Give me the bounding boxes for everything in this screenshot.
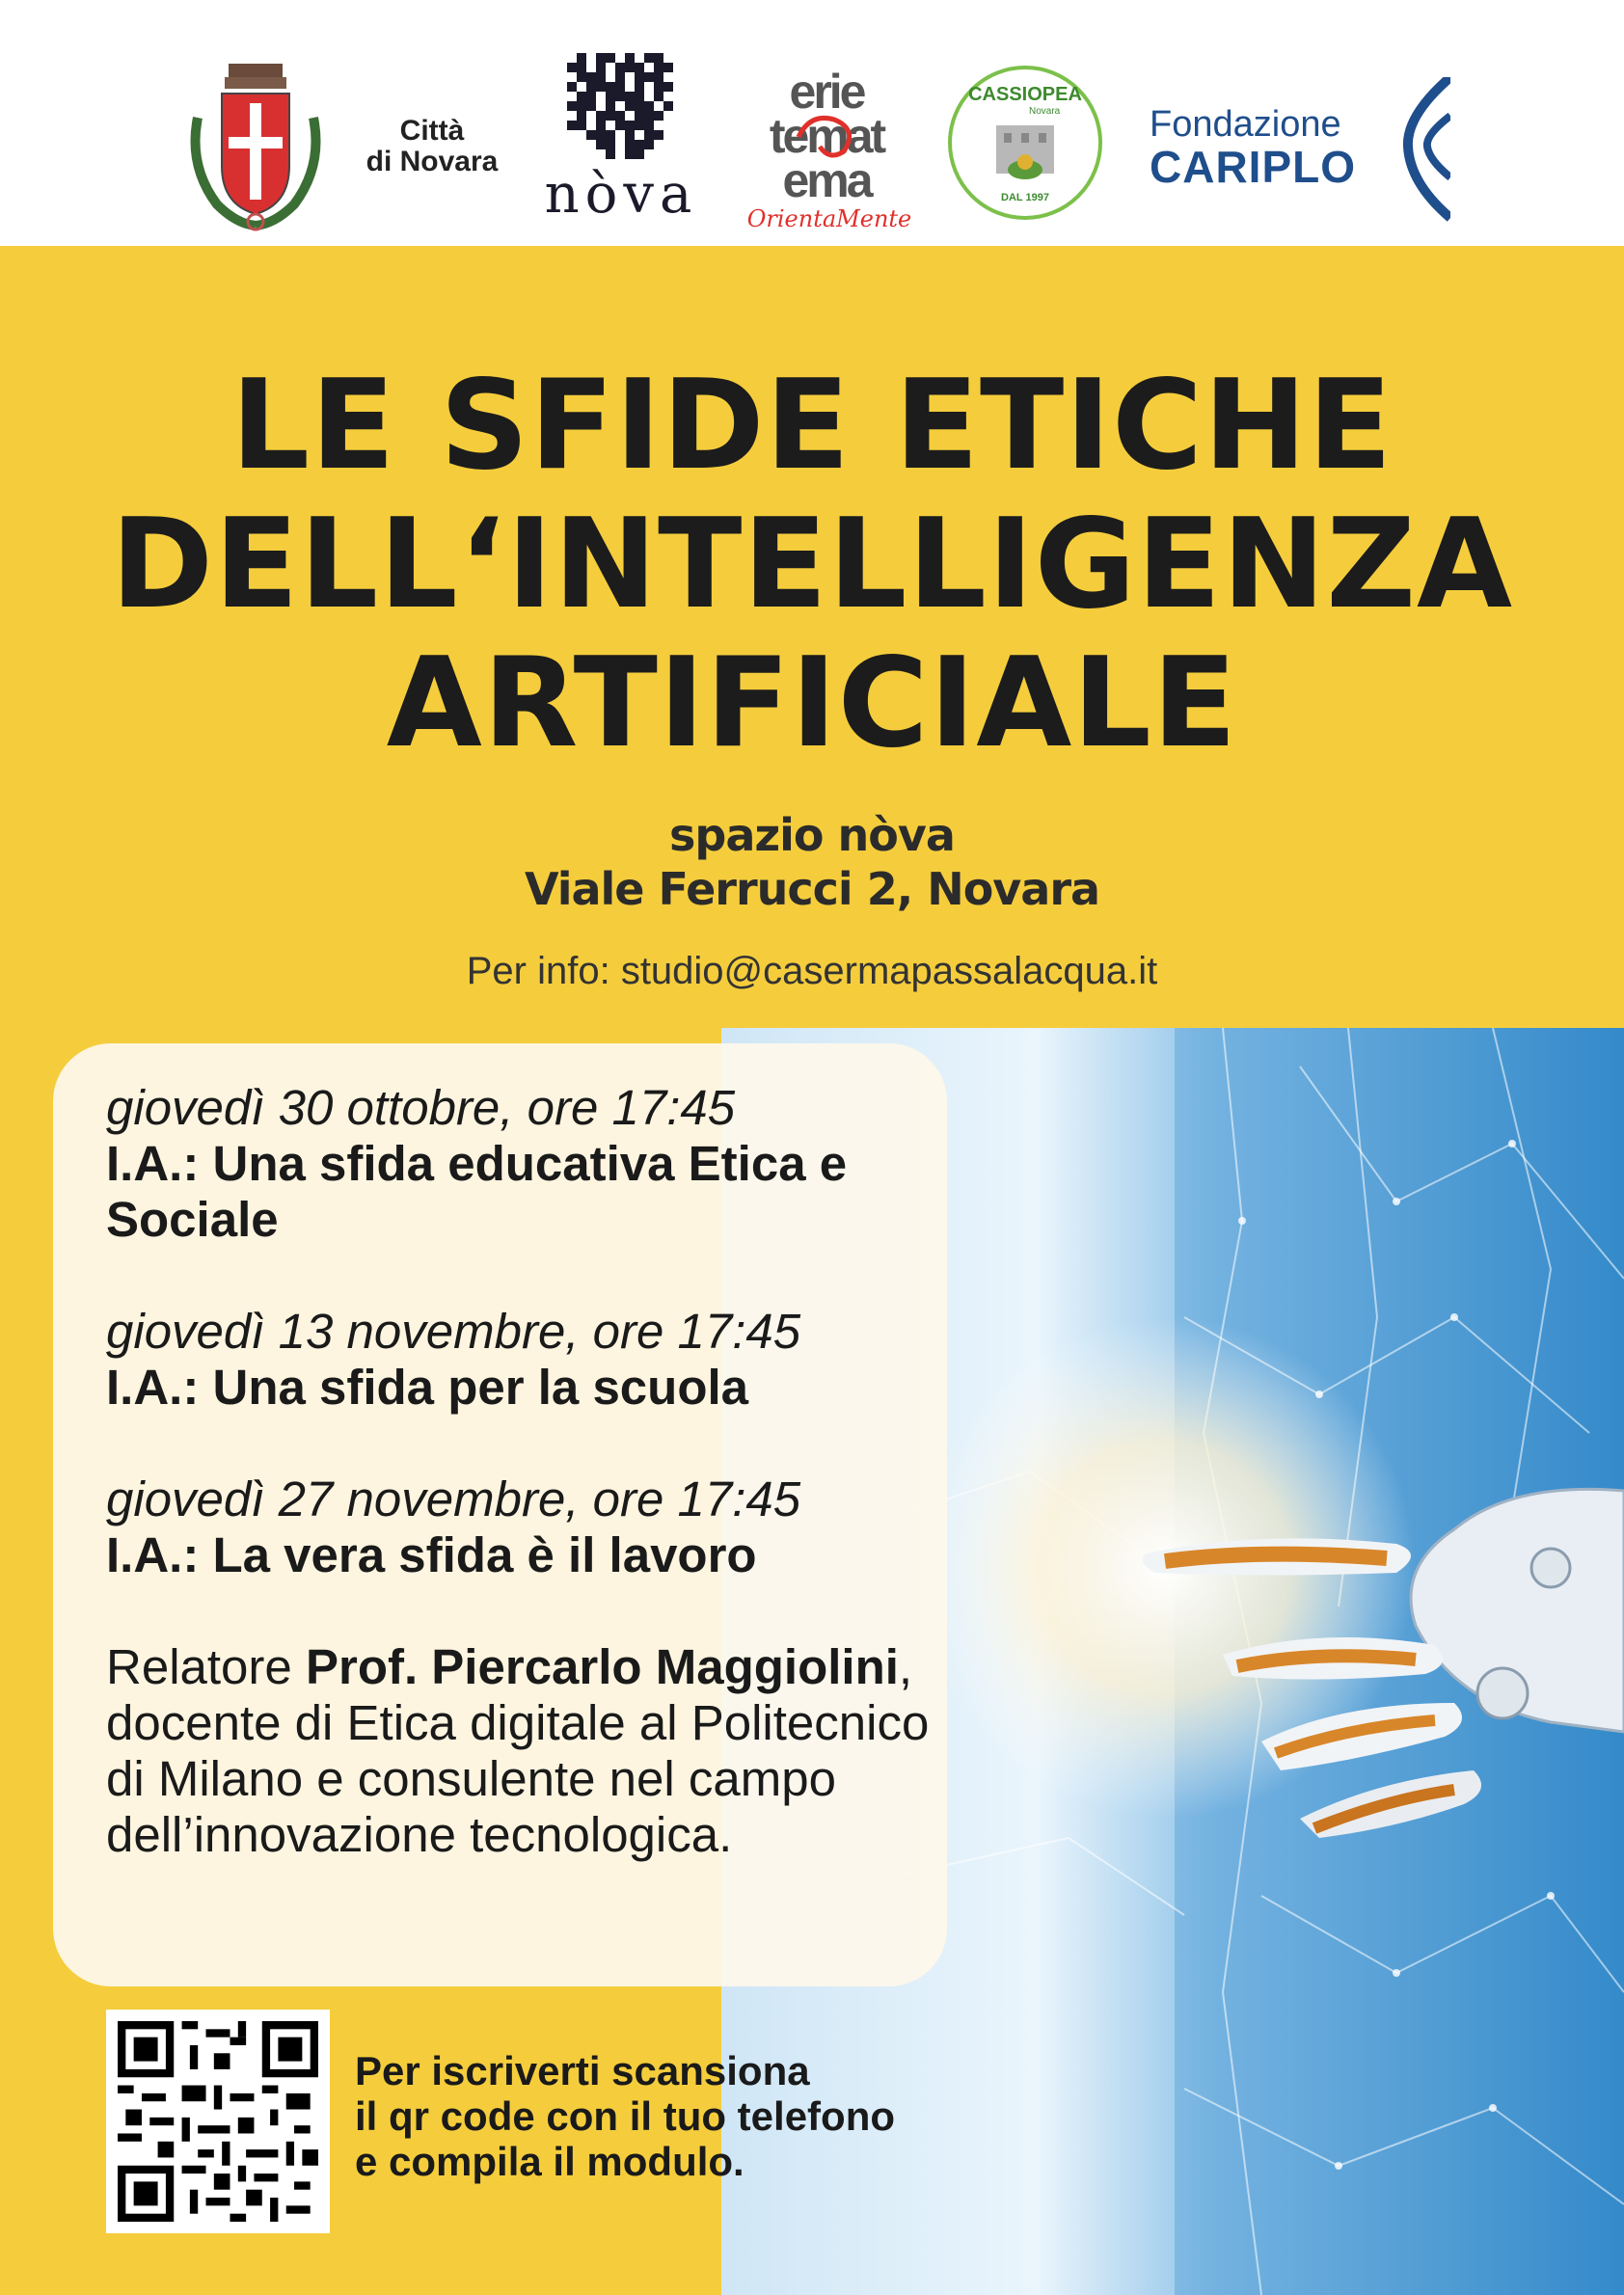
speaker-description: , docente di Etica digitale al Politecnico di Milano e consulente nel campo dell’innovazione tecnologica. [106, 1639, 930, 1862]
cassiopea-building-icon [987, 116, 1064, 183]
nova-pixel-logo-icon [567, 53, 673, 159]
title-line: DELL‘INTELLIGENZA [110, 493, 1514, 636]
cariplo-label: CARIPLO [1150, 142, 1356, 192]
speaker-name: Prof. Piercarlo Maggiolini [305, 1639, 899, 1694]
citta-di-novara-label [355, 116, 509, 177]
venue [0, 808, 1624, 916]
venue-name: spazio nòva [669, 809, 955, 861]
ema-line: ema [782, 153, 871, 207]
register-line: il qr code con il tuo telefono [355, 2093, 896, 2139]
di-novara-line: di Novara [365, 146, 499, 177]
event-item [106, 1472, 935, 1583]
venue-address: Viale Ferrucci 2, Novara [524, 863, 1100, 915]
event-item [106, 1080, 935, 1248]
orientamente-tagline: OrientaMente [746, 205, 912, 232]
cassiopea-city: Novara [1029, 106, 1061, 117]
page-title [0, 354, 1624, 775]
register-line: e compila il modulo. [355, 2139, 744, 2184]
speaker-bio [106, 1639, 935, 1863]
title-line: ARTIFICIALE [386, 632, 1238, 775]
registration-instructions [355, 2048, 972, 2184]
registration-qr-code[interactable] [106, 2010, 330, 2233]
event-title: I.A.: Una sfida per la scuola [106, 1360, 749, 1415]
fondazione-label: Fondazione [1150, 104, 1341, 145]
nova-wordmark: nòva [544, 163, 698, 226]
title-line: LE SFIDE ETICHE [230, 354, 1394, 498]
cassiopea-since: DAL 1997 [1001, 192, 1049, 203]
cassiopea-badge [948, 66, 1102, 220]
event-date: giovedì 13 novembre, ore 17:45 [106, 1304, 801, 1359]
event-date: giovedì 27 novembre, ore 17:45 [106, 1472, 801, 1526]
erie-line: erie [789, 65, 864, 119]
temat-line: temat [769, 109, 884, 163]
cariplo-arc-icon [1398, 77, 1450, 222]
event-date: giovedì 30 ottobre, ore 17:45 [106, 1080, 736, 1135]
logo-strip [0, 0, 1624, 246]
orientamente-swirl-icon [791, 108, 868, 166]
cassiopea-label: CASSIOPEA [968, 84, 1082, 105]
citta-line: Città [399, 115, 465, 147]
event-item [106, 1304, 935, 1416]
qr-code-icon [118, 2021, 318, 2222]
contact-info: Per info: studio@casermapassalacqua.it [466, 950, 1158, 992]
event-title: I.A.: La vera sfida è il lavoro [106, 1527, 757, 1582]
event-title: I.A.: Una sfida educativa Etica e Sociale [106, 1136, 848, 1247]
events-list [106, 1080, 935, 1863]
register-line: Per iscriverti scansiona [355, 2048, 810, 2093]
speaker-prefix: Relatore [106, 1639, 306, 1694]
novara-coat-of-arms-icon [178, 60, 333, 233]
